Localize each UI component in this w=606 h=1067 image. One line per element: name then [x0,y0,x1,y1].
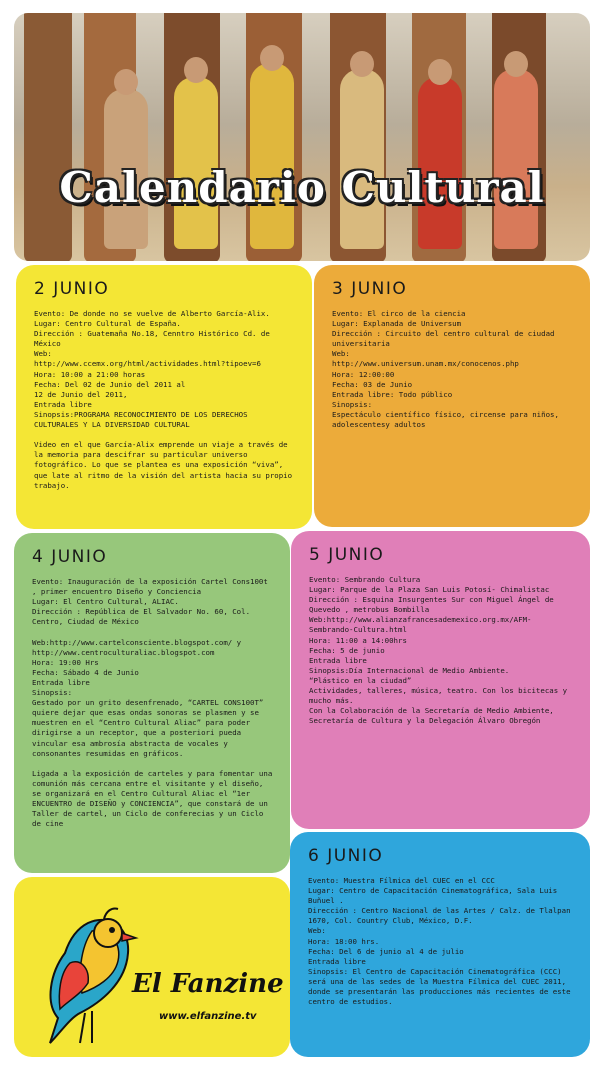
event-details: Evento: Muestra Fílmica del CUEC en el CCC Lugar: Centro de Capacitación Cinematográfica, Sala Luis Buñuel . Dirección : Centro Nacional de las Artes / Calz. de Tlalpan 1670, Col. Country Club, México, D.F. Web: Hora: 18:00 hrs. Fecha: Del 6 de junio al 4 de julio Entrada libre Sinopsis: El Centro de Capacitación Cinematográfica (CCC) será una de las sedes de la Muestra Fílmica del CUEC 2011, donde se presentarán las producciones más recientes de este centro de estudios. [308,876,571,1007]
person-head [114,69,138,95]
event-details: Evento: Sembrando Cultura Lugar: Parque de la Plaza San Luis Potosí- Chimalistac Dirección : Esquina Insurgentes Sur con Miguel Ángel de Quevedo , metrobus Bombilla Web:http://www.alianzafrancesademexico.org.mx/AFM-Sembrando-Cultura.html Hora: 11:00 a 14:00hrs Fecha: 5 de junio Entrada libre Sinopsis:Día Internacional de Medio Ambiente. “Plástico en la ciudad” Actividades, talleres, música, teatro. Con los bicitecas y mucho más. Con la Colaboración de la Secretaría de Medio Ambiente, Secretaría de Cultura y la Delegación Álvaro Obregón [309,575,568,726]
event-details: Evento: El circo de la ciencia Lugar: Explanada de Universum Dirección : Circuito del centro cultural de ciudad universitaria Web: http://www.universum.unam.mx/conocenos.php Hora: 12:00:00 Fecha: 03 de Junio Entrada libre: Todo público Sinopsis: Espectáculo científico físico, circense para niños, adolescentesy adultos [332,309,559,430]
person-head [260,45,284,71]
event-date: 2 JUNIO [34,279,110,299]
brand-url[interactable]: www.elfanzine.tv [159,1011,257,1022]
bird-icon [30,883,140,1053]
person-head [184,57,208,83]
event-card-2-junio [16,265,312,529]
event-date: 4 JUNIO [32,547,108,567]
person-head [428,59,452,85]
event-card-3-junio [314,265,590,527]
event-details: Evento: Inauguración de la exposición Cartel Cons100t , primer encuentro Diseño y Conciencia Lugar: El Centro Cultural, ALIAC. Dirección : República de El Salvador No. 60, Col. Centro, Ciudad de México Web:http://www.cartelconsciente.blogspot.com/ y http://www.centroculturaliac.blogspot.com Hora: 19:00 Hrs Fecha: Sábado 4 de Junio Entrada libre Sinopsis: Gestado por un grito desenfrenado, “CARTEL CONS100T” quiere dejar que esas ondas sonoras se plasmen y se muestren en el “Centro Cultural Aliac” para poder dirigirse a un receptor, que a posteriori pueda vincular esa ambrosía abstracta de vocales y consonantes resumidas en gráficos. Ligada a la exposición de carteles y para fomentar una comunión más cercana entre el visitante y el diseño, se organizará en el Centro Cultural Aliac el “1er ENCUENTRO de DISEÑO y CONCIENCIA”, que constará de un Taller de cartel, un Ciclo de conferecias y un Ciclo de cine [32,577,273,829]
person-figure [340,69,384,249]
event-card-6-junio [290,832,590,1057]
header-photo [14,13,590,261]
brand-name: El Fanzine [132,969,284,999]
person-head [504,51,528,77]
person-figure [250,63,294,249]
event-card-5-junio [291,531,590,829]
event-date: 6 JUNIO [308,846,384,866]
event-details: Evento: De donde no se vuelve de Alberto García-Alix. Lugar: Centro Cultural de España. Dirección : Guatemaña No.18, Cenntro Histórico Cd. de México Web: http://www.ccemx.org/html/actividades.html?tipoev=6 Hora: 10:00 a 21:00 horas Fecha: Del 02 de Junio del 2011 al 12 de Junio del 2011, Entrada libre Sinopsis:PROGRAMA RECONOCIMIENTO DE LOS DERECHOS CULTURALES Y LA DIVERSIDAD CULTURAL Video en el que García-Alix emprende un viaje a través de la memoria para descifrar su particular universo fotográfico. Lo que se plantea es una exposición “viva”, que late al ritmo de la visión del artista hacia su propio trabajo. [34,309,293,490]
person-figure [494,69,538,249]
event-date: 5 JUNIO [309,545,385,565]
surfboard [24,13,72,261]
event-date: 3 JUNIO [332,279,408,299]
fanzine-logo-panel [14,877,290,1057]
page-title: Calendario Cultural [59,163,545,212]
person-head [350,51,374,77]
event-card-4-junio [14,533,290,873]
